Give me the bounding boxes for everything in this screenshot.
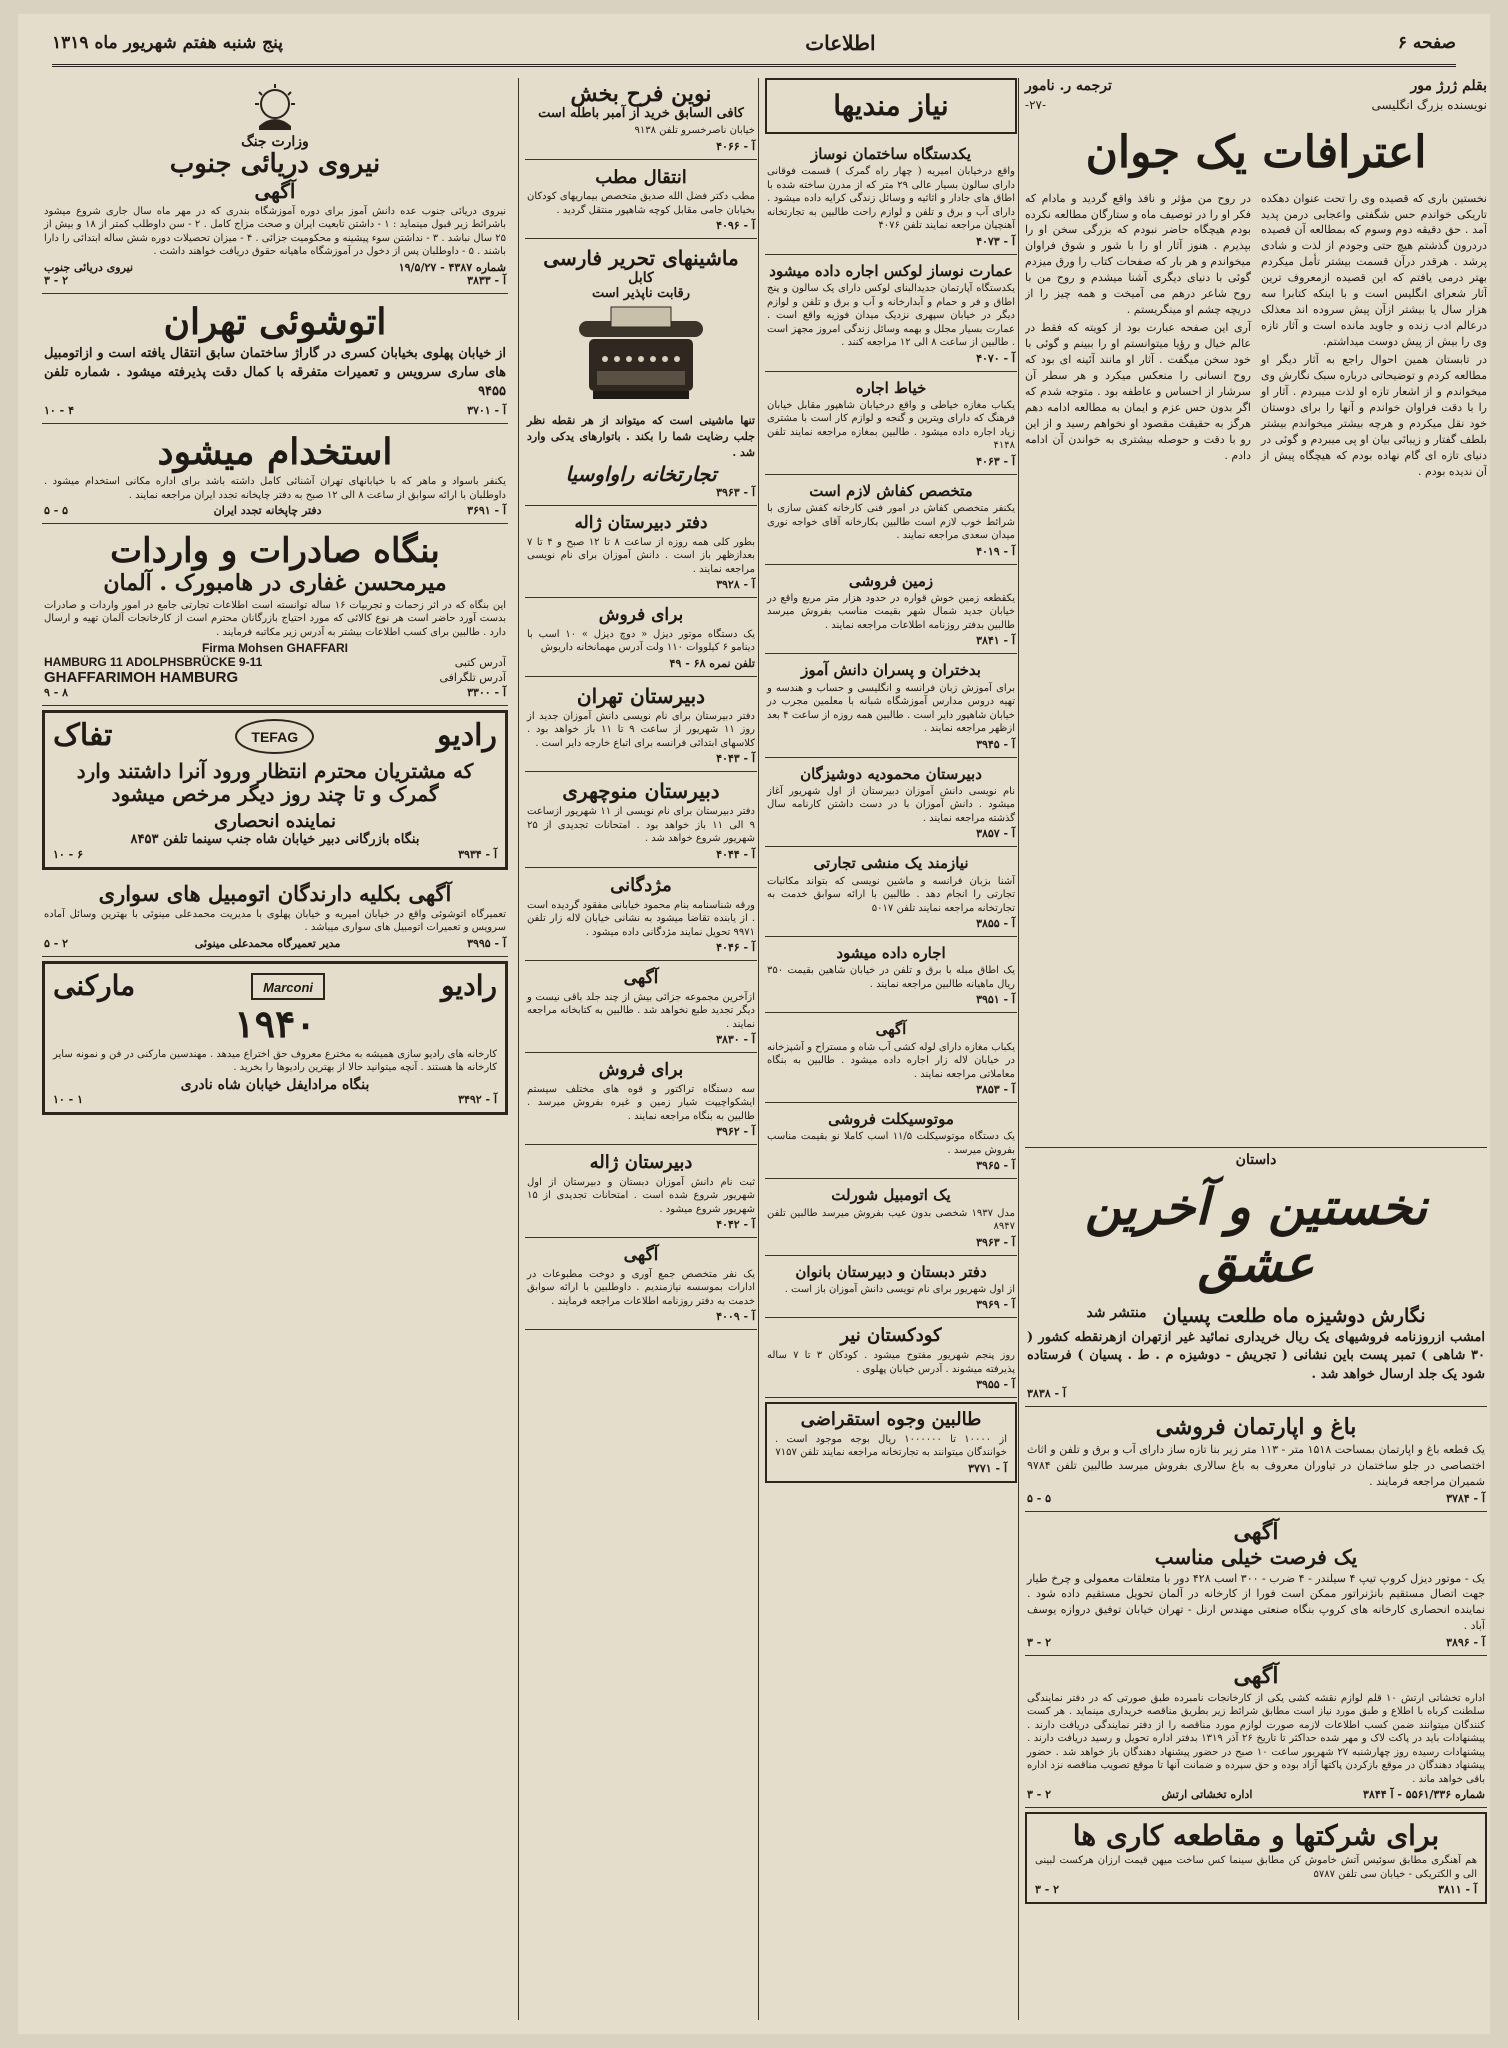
translator-name: ترجمه ر. نامور [1025,78,1112,94]
ad-title: برای شرکتها و مقاطعه کاری ها [1072,1819,1440,1853]
page-header [52,22,1456,67]
classifieds-logo: نیاز مندیها [765,78,1017,134]
ad-subtitle: یک فرصت خیلی مناسب [1154,1544,1358,1569]
ad-text: یکنفر باسواد و ماهر که با خیابانهای تهران آشنائی کامل داشته باشد برای اداره مکانی استخدام میشود . داوطلبان با ارائه سوابق از ساعت ۸ الی ۱۲ صبح به دفتر چاپخانه تجدد ایران مراجعه نمایند . [44,476,506,501]
classified-ad: خیاط اجاره یکباب مغازه خیاطی و واقع درخیابان شاهپور مقابل خیابان فرهنگ که دارای ویترین و گنجه و لوازم کار است با مشتری زیاد اجاره داده میشود . طالبین بمغازه مراجعه نمایند تلفن ۴۱۴۸ آ - ۴۰۶۳ [765,376,1017,475]
serial-paragraph: در تابستان همین احوال راجع به آثار دیگر او مطالعه کردم و توضیحاتی درباره سبک نگارش وی میخواندم و از اشعار تازه او لذت میبردم . آثار او را با دقت فراوان خواندم و آنها را برای دوستان خود نقل میکردم و هرچه بیشتر میخواندم بیشتر بلطف گفتار و زیبائی بیان او پی میبردم و گوئی در دنیای تازه ای گام نهاده بودم که هیچگاه پیش از آن ندیده بودم . [1261,352,1487,478]
byline [1025,78,1487,94]
firm-name: Firma Mohsen GHAFFARI [201,641,348,656]
ad-code: آ - ۳۶۹۱ دفتر چاپخانه تجدد ایران ۵ - ۵ [44,504,506,518]
classified-ad: دبیرستان ژاله ثبت نام دانش آموزان دبستان و دبیرستان از اول شهریور شروع شده است . امتحانات تجدیدی از ۱۵ شهریور شروع میشود . آ - ۴۰۴۲ [525,1149,757,1238]
ad-text: اداره تخشاتی ارتش ۱۰ قلم لوازم نقشه کشی یکی از کارخانجات نامبرده طبق صورتی که در دفتر نمایندگی سلطنت کرباه با اطلاع و طبق مورد نیاز است مطابق شرائط زیر بطریق مناقصه خریداری مینماید . هر کست کنندگان میتوانند ضمن کسب اطلاعات لازمه صورت لوازم مورد مناقصه را از دفتر نمایندگی دریافت دارند . پیشنهادات باید در پاکت لاک و مهر شده حداکثر تا تاریخ ۲۶ آذر ۱۳۱۹ بدفتر اداره تحویل و رسید دریافت دارند . پیشنهادات رسیده روز چهارشنبه ۲۷ شهریور ساعت ۱۰ صبح در حضور پیشنهاد دهندگان باز خواهد شد . حضور پیشنهاد دهندگان در موقع بازکردن پاکتها آزاد بوده و حق سپرده و ضمانت آنها تا موقع تصویب مناقصه نزد اداره باقی خواهد ماند . [1027,1692,1486,1785]
classified-ad: آگهی ازآخرین مجموعه جزائی بیش از چند جلد باقی نیست و دیگر تجدید طبع نخواهد شد . طالبین به کتابخانه مراجعه نمایند . آ - ۳۸۳۰ [525,965,757,1053]
story-author: نگارش دوشیزه ماه طلعت پسیان [1162,1304,1426,1327]
model-year: ۱۹۴۰ [234,1001,316,1047]
navy-ad [42,78,508,294]
car-owners-ad [42,878,508,957]
ad-code: آ - ۳۹۳۴ ۶ - ۱۰ [53,847,497,861]
classified-ad: یک اتومبیل شورلت مدل ۱۹۳۷ شخصی بدون عیب بفروش میرسد طالبین تلفن ۸۹۴۷ آ - ۳۹۶۳ [765,1183,1017,1255]
ad-text: نیروی دریائی جنوب عده دانش آموز برای دوره آموزشگاه بندری که در مهر ماه سال جاری شروع میشود باشرائط زیر قبول مینماید : ۱ - داشتن تابعیت ایران و صحت مزاج کامل . ۲ - سن داوطلب کمتر از ۱۸ و بیش از ۲۵ سال نباشد . ۳ - نداشتن سوء پیشینه و محکومیت جزائی . ۴ - میزان تحصیلات دوره شش ساله ابتدائی را دارا باشند . ۵ - داوطلبان پس از دخول در آموزشگاه ماهیانه حقوق دریافت خواهند داشت . [44,205,507,258]
ad-title: آگهی [1233,1519,1279,1546]
classified-ad: کودکستان نیر روز پنجم شهریور مفتوح میشود . کودکان ۳ تا ۷ ساله پذیرفته میشوند . آدرس خیابان پهلوی . آ - ۳۹۵۵ [765,1322,1017,1398]
serial-title: اعترافات یک جوان [1085,127,1427,178]
ad-title: بنگاه صادرات و واردات [110,531,440,572]
telegraph-address: GHAFFARIMOH HAMBURG [44,669,239,687]
ad-title: اتوشوئی تهران [163,300,387,343]
column-display-ads [42,78,508,2020]
author-name: بقلم ژرژ مور [1410,78,1487,94]
marconi-logo: Marconi [251,973,325,1000]
classified-ad: متخصص کفاش لازم است یکنفر متخصص کفاش در امور فنی کارخانه کفش سازی با شرائط خوب لازم است طالبین بکارخانه آقای خواجه نوری میدان سعدی مراجعه نمایند . آ - ۴۰۱۹ [765,479,1017,565]
typewriter-ad: ماشینهای تحریر فارسی کابل رقابت ناپذیر است تنها ماشینی است که میتواند از هر نقطه نظر جلب رضایت شما را بکند . باتوارهای یدکی وارد شد . تجارتخانه راواوسیا آ - ۳۹۶۳ [525,243,757,506]
tefag-logo: TEFAG [235,719,314,754]
classified-ad: عمارت نوساز لوکس اجاره داده میشود یکدستگاه آپارتمان جدیدالبنای لوکس دارای یک سالون و پنج اطاق و فر و حمام و آبدارخانه و آب و برق و تلفن و لوازم دیگر در خیابان سپهری نزدیک میدان فوزیه واقع است . عمارت بسیار مجلل و بهمه وسائل زندگی امروز مجهز است . طالبین از ساعت ۸ الی ۱۲ مراجعه کنند . آ - ۴۰۷۰ [765,259,1017,372]
ad-text: کارخانه های رادیو سازی همیشه به مخترع معروف حق اختراع میدهد . مهندسین مارکنی در فن و نمونه سایر کارخانه ها هستند . آنچه میتوانید حالا از بهترین رادیوها را بخرید . [53,1048,497,1074]
classified-ad: دبیرستان محمودیه دوشیزگان نام نویسی دانش آموزان دبیرستان از اول شهریور آغاز میشود . دانش آموزان با در دست داشتن کارنامه سال گذشته مراجعه نمایند . آ - ۳۸۵۷ [765,762,1017,848]
issue-date: پنج شنبه هفتم شهریور ماه ۱۳۱۹ [52,33,283,53]
ad-text: هم آهنگری مطابق سوئیس آتش خاموش کن مطابق سینما کس ساخت میهن قیمت ارزان هرکست لبینی الی و الکتریکی - خیابان سی تلفن ۵۷۸۷ [1035,1855,1477,1880]
ad-code: آ - ۳۸۹۶ ۲ - ۳ [1027,1636,1485,1650]
classified-ad: آگهی یکباب مغازه دارای لوله کشی آب شاه و مستراح و آشپزخانه در خیابان لاله زار اجاره داده میشود . طالبین به بنگاه معاملاتی مراجعه نمایند . آ - ۳۸۵۳ [765,1017,1017,1103]
ad-code: شماره ۴۳۸۷ - ۱۹/۵/۲۷ نیروی دریائی جنوب [44,260,506,274]
story-label: داستان [1235,1151,1277,1168]
serial-col-left [1025,189,1251,1147]
postal-address: HAMBURG 11 ADOLPHSBRÜCKE 9-11 [44,655,263,670]
radio-tefag-ad: رادیو TEFAG تفاک که مشتریان محترم انتظار ورود آنرا داشتند وارد گمرک و تا چند روز دیگر مرخص میشود نماینده انحصاری بنگاه بازرگانی دبیر خیابان شاه جنب سینما تلفن ۸۴۵۳ آ - ۳۹۳۴ ۶ - ۱۰ [42,710,508,870]
ad-code: آ - ۳۷۸۴ ۵ - ۵ [1027,1492,1485,1506]
import-export-ad: بنگاه صادرات و واردات میرمحسن غفاری در هامبورک . آلمان این بنگاه که در اثر زحمات و تجربیات ۱۶ ساله توانسته است اطلاعات تجارتی جامع در امور واردات و صادرات بدست آورد حاضر است هر نوع کالائی که مورد احتیاج بازرگانان محترم است از کارخانجات آلمان تهیه و ارسال دارد . طالبین برای کسب اطلاعات بیشتر به آدرس زیر مکاتبه فرمایند . Firma Mohsen GHAFFARI آدرس کتبی HAMBURG 11 ADOLPHSBRÜCKE 9-11 آدرس تلگرافی GHAFFARIMOH HAMBURG آ - ۳۳۰۰ ۸ - ۹ [42,528,508,706]
newspaper-page [18,14,1490,2034]
classified-ad: طالبین وجوه استقراضی از ۱۰۰۰۰ تا ۱۰۰۰۰۰۰ ریال بوجه موجود است . خوانندگان میتوانند به تجارتخانه مراجعه نمایند تلفن ۷۱۵۷ آ - ۳۷۷۱ [765,1402,1017,1483]
classified-ad: اجاره داده میشود یک اطاق مبله با برق و تلفن در خیابان شاهین بقیمت ۳۵۰ ریال ماهیانه طالبین مراجعه نمایند . آ - ۳۹۵۱ [765,941,1017,1013]
classified-ad: بدختران و پسران دانش آموز برای آموزش زبان فرانسه و انگلیسی و حساب و هندسه و تهیه دروس مدارس آموزشگاه شبانه با معلمین مجرب در خیابان شاهپور دایر است . طالبین همه روزه از ساعت ۴ بعد ازظهر مراجعه نمایند . آ - ۳۹۴۵ [765,658,1017,757]
episode-number: -۲۷- [1025,98,1047,112]
ad-title: استخدام میشود [157,430,393,473]
classified-ad: انتقال مطب مطب دکتر فضل الله صدیق متخصص بیماریهای کودکان بخیابان جامی مقابل کوچه شاهپور منتقل گردید . آ - ۴۰۹۶ [525,164,757,240]
story-author-line [1027,1305,1485,1327]
ad-code: آ - ۳۷۰۱ ۴ - ۱۰ [44,403,506,417]
ad-text: که مشتریان محترم انتظار ورود آنرا داشتند وارد گمرک و تا چند روز دیگر مرخص میشود [76,759,474,807]
ad-title: نیروی دریائی جنوب [169,149,381,180]
classified-ad: نیازمند یک منشی تجارتی آشنا بزبان فرانسه و ماشین نویسی که بتواند مکاتبات تجارتی را انجام دهد . طالبین با ارائه سوابق خدمت به تجارتخانه مراجعه نمایند تلفن ۵۰۱۷ آ - ۳۸۵۵ [765,851,1017,937]
ad-title: آگهی بکلیه دارندگان اتومبیل های سواری [98,880,452,906]
radio-marconi-ad: رادیو Marconi مارکنی ۱۹۴۰ کارخانه های رادیو سازی همیشه به مخترع معروف حق اختراع میدهد . مهندسین مارکنی در فن و نمونه سایر کارخانه ها هستند . آنچه میتوانید حالا از بهترین رادیوها را بخرید . بنگاه مرادایفل خیابان شاه نادری آ - ۳۴۹۲ ۱ - ۱۰ [42,961,508,1115]
classified-ad: یکدستگاه ساختمان نوساز واقع درخیابان امیریه ( چهار راه گمرک ) قسمت فوقانی دارای سالون بسیار عالی ۲۹ متر که از مدرن ساخته شده با اطاق های جادار و اثاثیه و وسائل زندگی کرایه داده میشود . دارای آب و برق و تلفن و لوازم راحت طالبین به تجارتخانه آهنچیان مراجعه نمایند تلفن ۴۰۷۶ آ - ۴۰۷۳ [765,142,1017,255]
typewriter-icon [571,301,711,411]
garden-ad [1025,1411,1487,1512]
diesel-ad [1025,1516,1487,1656]
ad-code: آ - ۳۳۰۰ ۸ - ۹ [44,686,506,700]
classified-ad: موتوسیکلت فروشی یک دستگاه موتوسیکلت ۱۱/۵ اسب کاملا نو بقیمت مناسب بفروش میرسد . آ - ۳۹۶۵ [765,1107,1017,1179]
classified-ad: برای فروش سه دستگاه تراکتور و قوه های مختلف سیستم ایشکواچیپت شیار زمین و غیره بفروش میرسد . طالبین به بنگاه مراجعه نمایند . آ - ۳۹۶۲ [525,1057,757,1145]
newspaper-name: اطلاعات [805,31,876,55]
classified-ad: دفتر دبستان و دبیرستان بانوان از اول شهریور برای نام نویسی دانش آموزان باز است . آ - ۳۹۶۹ [765,1260,1017,1319]
ad-subtitle: میرمحسن غفاری در هامبورک . آلمان [103,570,447,597]
column-serial-story [1018,78,1487,2020]
ad-code: آ - ۳۸۳۸ [1027,1387,1066,1401]
author-description: نویسنده بزرگ انگلیسی [1371,98,1487,112]
serial-paragraph: نخستین باری که قصیده وی را تحت عنوان دهکده تاریکی خواندم حس شگفتی واعجابی درمن پدید آمد . حق دقیقه دوم وسوم که بمطالعه آن قصیده دردرون گذشتم هیچ حتی وجودم از لذت و شادی پرشد . هرقدر درآن قسمت بیشتر تأمل میکردم بهتر درمی یافتم که این قصیده ازمعروف ترین آثار شعرای انگلیس است و با اینکه کتابرا سه هزار سال یا بیشتر ازآن پیش سروده اند معذلک درعالم ادب زنده و جاوید مانده است و آثار تازه وی را بیش از پیش دوست میداشتم. [1261,191,1487,349]
serial-col-right [1261,189,1487,1147]
byline-sub [1025,98,1487,112]
story-published: منتشر شد [1086,1304,1147,1321]
hiring-ad [42,428,508,524]
serial-body [1025,189,1487,1147]
classified-ad: مژدگانی ورقه شناسنامه بنام محمود خیابانی مفقود گردیده است . از یابنده تقاضا میشود به نشانی خیابان لاله زار تلفن ۹۹۷۱ تحویل نمایند مژدگانی داده میشود . آ - ۴۰۴۶ [525,872,757,961]
lion-and-sun-emblem-icon [245,82,305,134]
ad-code: آ - ۳۸۳۳ ۲ - ۳ [44,273,506,287]
ad-title: آگهی [1233,1663,1279,1690]
ministry-name: وزارت جنگ [241,134,309,150]
ad-text: تعمیرگاه اتوشوئی واقع در خیابان امیریه و خیابان پهلوی با مدیریت محمدعلی مینوئی با بهترین وسائل آماده سرویس و تعمیرات اتومبیل های سواری میباشد . [44,908,506,934]
ad-title: باغ و اپارتمان فروشی [1155,1414,1357,1441]
story-ad [1025,1147,1487,1408]
ad-text: یک - موتور دیزل کروپ تیپ ۴ سیلندر - ۴ ضرب - ۳۰۰ اسب ۴۲۸ دور با متعلقات معمولی و چرخ طیار جهت اتصال مستقیم بانژنراتور ممکن است فورا از کارخانه در آلمان تحویل مستقیم داده شود . نماینده انحصاری کارخانه های کروپ بنگاه صنعتی مهندس ارنل - تهران خیابان توفیق دروازه یوسف آباد . [1027,1571,1485,1633]
serial-paragraph: آری این صفحه عبارت بود از کویته که فقط در عالم خیال و رؤیا میتوانستم او را ببینم و گوئی با خود سخن میگفت . آثار او مانند آئینه ای بود که روح انسانی را منعکس میکرد و هر سطر آن سرشار از احساس و عاطفه بود . متوجه شدم که اگر بدون حس عزم و ایمان به مطالعه ادامه دهم هرگز به حقیقت مقصود او نخواهم رسید و از این رو با دقت و حوصله بیشتری به خواندن آن ادامه دادم . [1025,321,1251,462]
story-text: امشب ازروزنامه فروشیهای یک ریال خریداری نمائید غیر ازتهران ازهرنقطه کشور ( ۳۰ شاهی ) تمبر پست باین نشانی ( تجریش - دوشیزه م . ط . پسیان ) فرستاده شود یک جلد ارسال خواهد شد . [1027,1329,1485,1383]
story-title: نخستین و آخرین عشق [1084,1176,1428,1294]
ad-code: شماره ۵۵۶۱/۳۳۶ - آ ۳۸۴۴ اداره تخشاتی ارتش ۲ - ۳ [1027,1788,1485,1802]
classified-ad: دفتر دبیرستان ژاله بطور کلی همه روزه از ساعت ۸ تا ۱۲ صبح و ۴ تا ۷ بعدازظهر باز است . دانش آموزان برای نام نویسی مراجعه نمایند . آ - ۳۹۲۸ [525,510,757,598]
ad-text: این بنگاه که در اثر زحمات و تجربیات ۱۶ ساله توانسته است اطلاعات تجارتی جامع در امور واردات و صادرات بدست آورد حاضر است هر نوع کالائی که مورد احتیاج بازرگانان محترم است از کارخانجات آلمان تهیه و ارسال دارد . طالبین برای کسب اطلاعات بیشتر به آدرس زیر مکاتبه فرمایند . [44,599,507,638]
ad-text: از خیابان پهلوی بخیابان کسری در گاراژ ساختمان سابق انتقال یافته است و ازاتومبیل های ساری سرویس و تعمیرات متفرقه با کمال دقت پذیرفته میشود . شماره تلفن ۹۴۵۵ [44,346,506,400]
army-tender-ad [1025,1660,1487,1808]
contractors-ad [1025,1812,1487,1904]
classified-ad: دبیرستان منوچهری دفتر دبیرستان برای نام نویسی از ۱۱ شهریور ازساعت ۹ الی ۱۱ باز خواهد بود . امتحانات تجدیدی از ۲۵ شهریور شروع خواهد شد . آ - ۴۰۴۴ [525,776,757,868]
column-ads-center [518,78,757,2020]
column-classifieds [758,78,1017,2020]
ad-label: آگهی [254,178,296,203]
classified-ad: دبیرستان تهران دفتر دبیرستان برای نام نویسی دانش آموزان جدید از روز ۱۱ شهریور از ساعت ۹ تا ۱۱ باز خواهد بود . کلاسهای ابتدائی فرانسه برای اتباع خارجه دایر است . آ - ۴۰۴۳ [525,681,757,773]
ad-text: یک قطعه باغ و اپارتمان بمساحت ۱۵۱۸ متر - ۱۱۳ متر زیر بنا تازه ساز دارای آب و برق و تلفن و اثاث اختصاصی در جلو ساختمان در تیاوران معروف به باغ سالاری بفروش میرسد طالبین تلفن ۹۷۸۴ شمیران مراجعه فرمایند . [1027,1443,1485,1489]
ad-code: آ - ۳۴۹۲ ۱ - ۱۰ [53,1092,497,1106]
carwash-ad [42,298,508,424]
serial-paragraph: در روح من مؤثر و نافذ واقع گردید و مادام که فکر او را در توصیف ماه و ستارگان مطالعه نکرده بودم هیچگاه حاضر نبودم که بزرگی سخن او را بپذیرم . هنوز آثار او را با شور و شوق فراوان میخواندم و هر بار که صفحات کتاب را ورق میزدم گوئی با دنیای دیگری آشنا میشدم و روح من با روح شاعر درهم می آمیخت و همه چیز را از دریچه چشم او مینگریستم . [1025,191,1251,317]
page-number: صفحه ۶ [1397,33,1456,53]
ad-code: آ - ۳۸۱۱ ۲ - ۳ [1035,1883,1477,1897]
classified-ad: آگهی یک نفر متخصص جمع آوری و دوخت مطبوعات در ادارات بموسسه نیازمندیم . داوطلبین با ارائه سوابق خدمت به دفتر روزنامه اطلاعات مراجعه فرمایند . آ - ۴۰۰۹ [525,1242,757,1330]
classified-ad: برای فروش یک دستگاه موتور دیزل « دوچ دیزل » ۱۰ اسب با دینامو ۶ کیلووات ۱۱۰ ولت آدرس مهمانخانه داریوش تلفن نمره ۶۸ - ۴۹ [525,602,757,677]
classified-ad: نوین فرح بخش کافی السابق خرید از آمبر باطله است خیابان ناصرخسرو تلفن ۹۱۳۸ آ - ۴۰۶۶ [525,78,757,160]
classified-ad: زمین فروشی یکقطعه زمین خوش قواره در حدود هزار متر مربع واقع در خیابان جدید شمال شهر بقیمت مناسب بفروش میرسد طالبین بدفتر روزنامه اطلاعات مراجعه نمایند . آ - ۳۸۴۱ [765,569,1017,655]
ad-code: آ - ۳۹۹۵ مدیر تعمیرگاه محمدعلی مینوئی ۲ - ۵ [44,936,506,950]
